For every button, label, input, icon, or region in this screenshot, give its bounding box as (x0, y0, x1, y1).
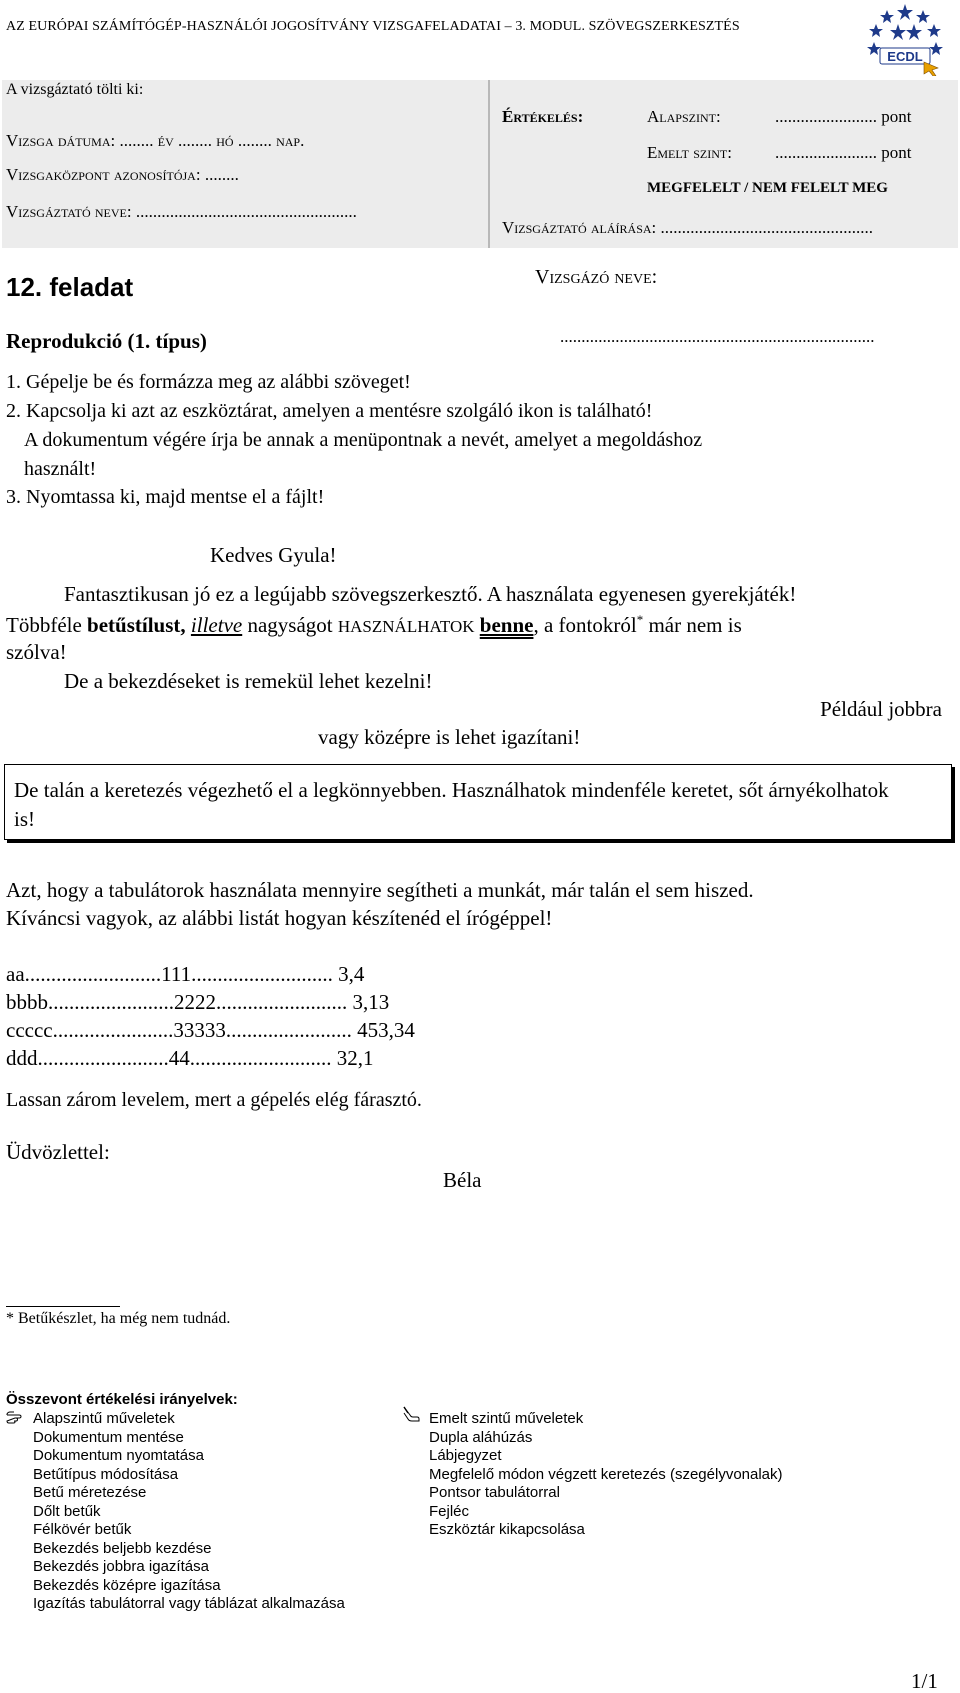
basic-criteria-item: Félkövér betűk (33, 1521, 132, 1538)
text-run: Többféle (6, 613, 88, 637)
basic-criteria-item: Betűtípus módosítása (33, 1465, 179, 1483)
criteria-title: Összevont értékelési irányelvek: (6, 1391, 238, 1408)
task-type: Reprodukció (1. típus) (6, 329, 207, 353)
instruction-3: 3. Nyomtassa ki, majd mentse el a fájlt! (6, 486, 325, 508)
evaluation-label: Értékelés: (502, 107, 584, 126)
letter-signature: Béla (443, 1168, 482, 1192)
advanced-criteria-item: Pontsor tabulátorral (429, 1484, 560, 1501)
bordered-paragraph-text: De talán a keretezés végezhető el a legkönnyebben. Használhatok mindenféle keretet, sőt árnyékolhatok is! (14, 778, 889, 831)
italic-underlined-text: illetve (190, 613, 243, 637)
candidate-name-dots: .......................................................................... (560, 327, 875, 346)
advanced-criteria-item: Emelt szintű műveletek (429, 1410, 584, 1427)
basic-level-label: Alapszint: (647, 107, 721, 126)
basic-criteria-item: Dőlt betűk (33, 1502, 101, 1520)
advanced-level-label: Emelt szint: (647, 143, 732, 162)
basic-criteria-item: Bekezdés jobbra igazítása (33, 1558, 209, 1575)
advanced-criteria-item: Dupla aláhúzás (429, 1428, 533, 1446)
candidate-name-label: Vizsgázó neve: (535, 266, 658, 288)
letter-p5-line2: Kíváncsi vagyok, az alábbi listát hogyan készítenéd el írógéppel! (6, 906, 553, 930)
admin-box-left (2, 80, 488, 248)
tab-row-1: aa..........................111........................... 3,4 (6, 962, 365, 986)
writing-hand-icon (402, 1405, 422, 1428)
letter-p4-centered: vagy középre is lehet igazítani! (318, 725, 581, 749)
text-run: már nem is (643, 613, 742, 637)
pointing-hand-icon (6, 1410, 28, 1429)
instruction-2-cont2: használt! (24, 458, 97, 480)
basic-criteria-item: Bekezdés beljebb kezdése (33, 1539, 212, 1557)
letter-salutation: Üdvözlettel: (6, 1140, 110, 1164)
text-run: nagyságot (242, 613, 338, 637)
instruction-1: 1. Gépelje be és formázza meg az alábbi szöveget! (6, 371, 411, 393)
logo-text: ECDL (887, 49, 923, 64)
tab-row-4: ddd.........................44........................... 32,1 (6, 1046, 374, 1070)
letter-p2-indented: De a bekezdéseket is remekül lehet kezelni! (64, 669, 433, 693)
examiner-name-field: Vizsgáztató neve: .................................................... (6, 202, 357, 221)
bold-text: betűstílust, (87, 613, 186, 637)
letter-p5-line1: Azt, hogy a tabulátorok használata mennyire segítheti a munkát, már talán el sem hiszed. (6, 878, 754, 902)
page-number: 1/1 (911, 1669, 938, 1693)
basic-criteria-item: Igazítás tabulátorral vagy táblázat alkalmazása (33, 1595, 345, 1612)
tab-row-2: bbbb........................2222......................... 3,13 (6, 990, 390, 1014)
basic-criteria-item: Alapszintű műveletek (33, 1410, 175, 1427)
letter-p1-line1: Fantasztikusan jó ez a legújabb szövegszerkesztő. A használata egyenesen gyerekjáték! (64, 582, 797, 606)
instruction-2-cont: A dokumentum végére írja be annak a menüpontnak a nevét, amelyet a megoldáshoz (24, 429, 703, 451)
basic-criteria-item: Dokumentum mentése (33, 1428, 184, 1446)
filled-by-label: A vizsgáztató tölti ki: (6, 81, 144, 98)
advanced-level-points: ........................ pont (775, 143, 912, 162)
letter-greeting: Kedves Gyula! (210, 543, 337, 567)
advanced-criteria-item: Lábjegyzet (429, 1447, 502, 1464)
footnote-marker: * (636, 612, 644, 627)
caps-text: HASZNÁLHATOK (337, 617, 475, 636)
double-underlined-text: benne (479, 613, 534, 637)
instruction-2: 2. Kapcsolja ki azt az eszköztárat, amelyen a mentésre szolgáló ikon is található! (6, 400, 653, 422)
task-number: 12. feladat (6, 272, 134, 302)
letter-p1-line2 (6, 613, 742, 636)
examiner-signature-field: Vizsgáztató aláírása: .................................................. (502, 218, 874, 237)
footnote-text: * Betűkészlet, ha még nem tudnád. (6, 1310, 231, 1327)
letter-closing: Lassan zárom levelem, mert a gépelés elég fárasztó. (6, 1089, 422, 1111)
advanced-criteria-item: Fejléc (429, 1502, 470, 1520)
letter-p3-right-aligned: Például jobbra (820, 697, 942, 721)
advanced-criteria-list (429, 1410, 783, 1540)
footnote-separator (6, 1306, 120, 1307)
advanced-criteria-item: Eszköztár kikapcsolása (429, 1521, 585, 1538)
letter-p1-line3: szólva! (6, 640, 67, 664)
page-header-title: AZ EURÓPAI SZÁMÍTÓGÉP-HASZNÁLÓI JOGOSÍTVÁNY VIZSGAFELADATAI – 3. MODUL. SZÖVEGSZERKESZTÉS (6, 19, 740, 34)
basic-criteria-item: Bekezdés középre igazítása (33, 1576, 221, 1594)
basic-level-points: ........................ pont (775, 107, 912, 126)
tab-row-3: ccccc.......................33333........................ 453,34 (6, 1018, 415, 1042)
advanced-criteria-item: Megfelelő módon végzett keretezés (szegélyvonalak) (429, 1465, 783, 1483)
exam-center-field: Vizsgaközpont azonosítója: ........ (6, 165, 239, 184)
ecdl-logo (866, 2, 944, 76)
basic-criteria-item: Dokumentum nyomtatása (33, 1447, 204, 1464)
text-run: , a fontokról (533, 613, 637, 637)
basic-criteria-list (33, 1410, 345, 1614)
result-field: MEGFELELT / NEM FELELT MEG (647, 180, 888, 196)
basic-criteria-item: Betű méretezése (33, 1484, 147, 1501)
exam-date-field: Vizsga dátuma: ........ év ........ hó ........ nap. (6, 131, 305, 150)
